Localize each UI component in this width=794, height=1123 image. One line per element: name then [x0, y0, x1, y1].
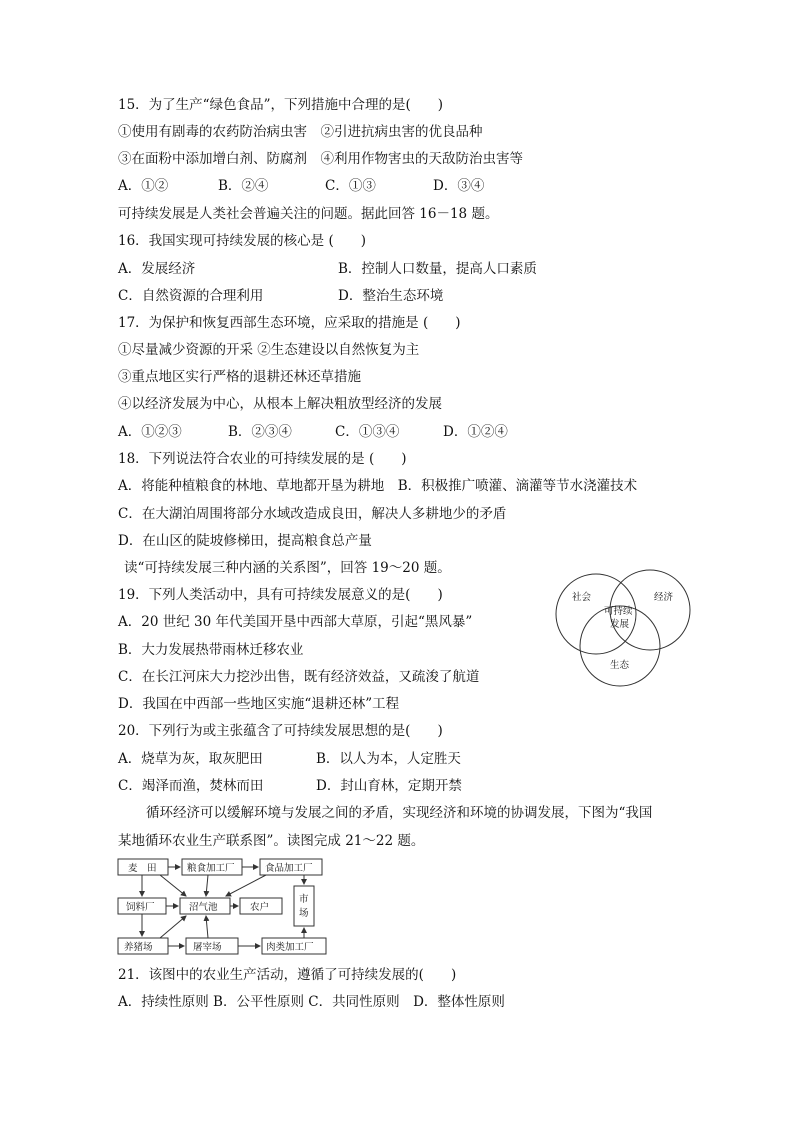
- arrow-pig-biogas: [160, 916, 186, 938]
- meat-factory-label: 肉类加工厂: [266, 942, 314, 953]
- venn-center-line2: 发展: [610, 619, 630, 630]
- q20-stem: 20．下列行为或主张蕴含了可持续发展思想的是( ): [118, 723, 443, 739]
- arrow-slaughter-biogas: [206, 916, 208, 938]
- q15-statement-2: ③在面粉中添加增白剂、防腐剂 ④利用作物害虫的天敌防治虫害等: [118, 151, 523, 167]
- q21-stem: 21．该图中的农业生产活动，遵循了可持续发展的( ): [118, 967, 457, 983]
- q17-statement-3: ④以经济发展为中心，从根本上解决粗放型经济的发展: [118, 396, 442, 412]
- q15-option-a: A．①②: [118, 178, 169, 194]
- venn-label-ecology: 生态: [610, 660, 630, 671]
- biogas-label: 沼气池: [189, 902, 218, 913]
- q15-option-c: C．①③: [325, 178, 376, 194]
- intro-21-22-line1: 循环经济可以缓解环境与发展之间的矛盾，实现经济和环境的协调发展，下图为“我国: [146, 805, 653, 821]
- feed-mill-label: 饲料厂: [126, 902, 155, 913]
- q17-stem: 17．为保护和恢复西部生态环境，应采取的措施是 ( ): [118, 315, 461, 331]
- q18-option-c: C．在大湖泊周围将部分水域改造成良田，解决人多耕地少的矛盾: [118, 506, 507, 522]
- q15-option-b: B．②④: [218, 178, 269, 194]
- q19-option-c: C．在长江河床大力挖沙出售，既有经济效益，又疏浚了航道: [118, 669, 480, 685]
- q17-statement-2: ③重点地区实行严格的退耕还林还草措施: [118, 369, 361, 385]
- q17-statement-1: ①尽量减少资源的开采 ②生态建设以自然恢复为主: [118, 342, 420, 358]
- venn-label-society: 社会: [572, 592, 592, 603]
- q20-option-a: A．烧草为灰，取灰肥田: [118, 751, 263, 767]
- market-label-1: 市: [299, 894, 309, 905]
- wheat-field-label: 麦 田: [128, 863, 157, 874]
- q17-option-c: C．①③④: [335, 424, 400, 440]
- q16-option-b: B．控制人口数量，提高人口素质: [338, 261, 537, 277]
- market-label-2: 场: [299, 908, 309, 919]
- venn-diagram: [550, 562, 700, 688]
- q19-option-b: B．大力发展热带雨林迁移农业: [118, 642, 304, 658]
- arrow-wheat-biogas: [160, 875, 186, 896]
- market-box: [294, 886, 314, 926]
- q16-option-d: D．整治生态环境: [338, 288, 444, 304]
- circular-agriculture-diagram: [116, 856, 338, 958]
- food-factory-label: 食品加工厂: [265, 863, 313, 874]
- arrow-food-biogas: [226, 875, 266, 896]
- q15-statement-1: ①使用有剧毒的农药防治病虫害 ②引进抗病虫害的优良品种: [118, 124, 483, 140]
- venn-center-line1: 可持续: [604, 606, 633, 617]
- q18-option-d: D．在山区的陡坡修梯田，提高粮食总产量: [118, 533, 372, 549]
- q18-stem: 18．下列说法符合农业的可持续发展的是 ( ): [118, 451, 407, 467]
- q20-option-c: C．竭泽而渔，焚林而田: [118, 778, 264, 794]
- q16-option-c: C．自然资源的合理利用: [118, 288, 264, 304]
- slaughterhouse-label: 屠宰场: [193, 942, 222, 953]
- grain-factory-label: 粮食加工厂: [187, 863, 235, 874]
- q17-option-d: D．①②④: [443, 424, 508, 440]
- intro-16-18: 可持续发展是人类社会普遍关注的问题。据此回答 16－18 题。: [118, 206, 499, 222]
- farmer-label: 农户: [250, 902, 270, 913]
- q19-option-a: A．20 世纪 30 年代美国开垦中西部大草原，引起“黑风暴”: [118, 614, 473, 630]
- q18-options-ab: A．将能种植粮食的林地、草地都开垦为耕地 B．积极推广喷灌、滴灌等节水浇灌技术: [118, 478, 638, 494]
- q20-option-b: B．以人为本，人定胜天: [316, 751, 461, 767]
- intro-21-22-line2: 某地循环农业生产联系图”。读图完成 21～22 题。: [118, 833, 425, 849]
- intro-19-20: 读“可持续发展三种内涵的关系图”，回答 19～20 题。: [124, 560, 451, 576]
- q15-option-d: D．③④: [433, 178, 485, 194]
- q20-option-d: D．封山育林，定期开禁: [316, 778, 462, 794]
- q21-options: A．持续性原则 B．公平性原则 C．共同性原则 D．整体性原则: [118, 994, 505, 1010]
- q17-option-b: B．②③④: [228, 424, 292, 440]
- q16-stem: 16．我国实现可持续发展的核心是 ( ): [118, 233, 367, 249]
- q19-option-d: D．我国在中西部一些地区实施“退耕还林”工程: [118, 696, 400, 712]
- q16-option-a: A．发展经济: [118, 261, 196, 277]
- pig-farm-label: 养猪场: [124, 942, 153, 953]
- q15-stem: 15．为了生产“绿色食品”，下列措施中合理的是( ): [118, 97, 444, 113]
- arrow-grain-biogas: [206, 875, 208, 896]
- q17-option-a: A．①②③: [118, 424, 182, 440]
- venn-label-economy: 经济: [654, 592, 674, 603]
- q19-stem: 19．下列人类活动中，具有可持续发展意义的是( ): [118, 587, 443, 603]
